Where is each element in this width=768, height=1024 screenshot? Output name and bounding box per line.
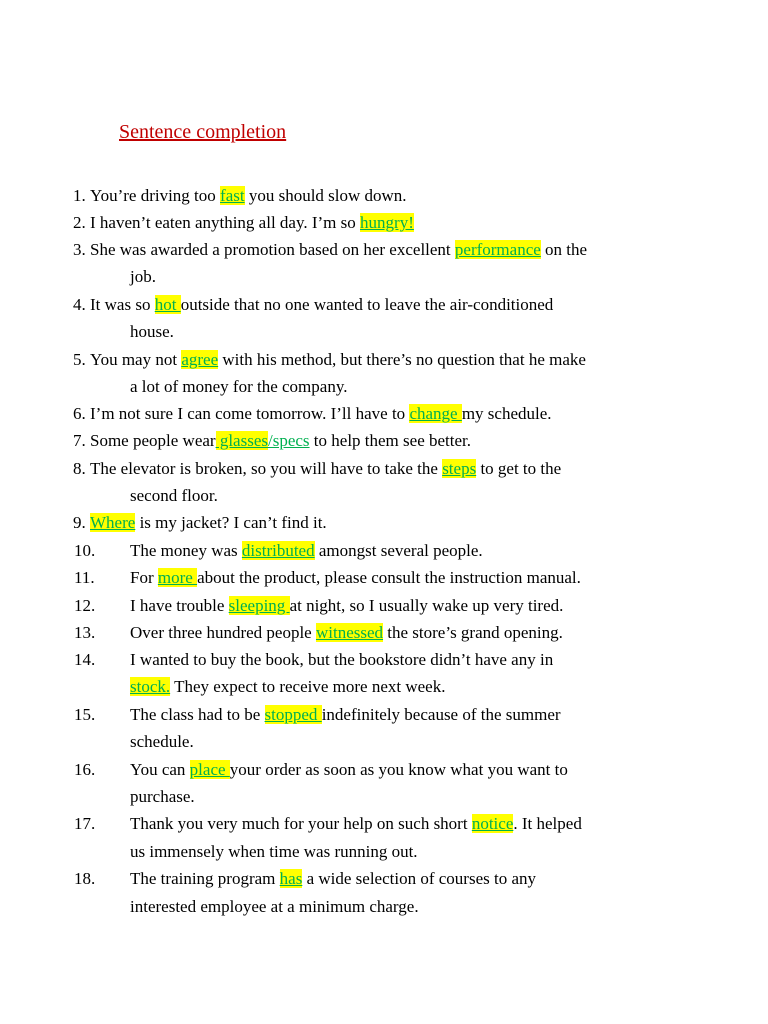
page-title: Sentence completion (119, 121, 287, 143)
item-number: 9. (73, 513, 86, 532)
item-text-line (130, 732, 194, 752)
item-text-line (90, 459, 561, 479)
item-text-line (130, 596, 563, 616)
item-text-line (90, 350, 586, 370)
item-number: 6. (73, 404, 86, 423)
item-text-line (130, 377, 347, 397)
item-text-line (130, 787, 195, 807)
item-text-line (130, 541, 483, 561)
sentence-text: with his method, but there’s no question that he make (218, 350, 586, 369)
item-text-line (130, 897, 419, 917)
item-number: 11. (74, 568, 95, 587)
item-number: 1. (73, 186, 86, 205)
item-number: 15. (74, 705, 96, 724)
item-text-line (130, 842, 418, 862)
item-text-line (90, 404, 552, 424)
answer-highlight: witnessed (315, 623, 384, 642)
item-number: 18. (74, 869, 96, 888)
item-text-line (130, 650, 553, 670)
sentence-text: indefinitely because of the summer (321, 705, 561, 724)
sentence-text: You’re driving too (90, 186, 221, 205)
sentence-text: The elevator is broken, so you will have to take the (90, 459, 443, 478)
sentence-text: to help them see better. (309, 431, 471, 450)
sentence-text: you should slow down. (244, 186, 407, 205)
sentence-text: I haven’t eaten anything all day. I’m so (90, 213, 361, 232)
item-number: 10. (74, 541, 96, 560)
answer-highlight: has (279, 869, 303, 888)
sentence-text: my schedule. (461, 404, 552, 423)
answer-highlight: agree (181, 350, 219, 369)
sentence-text: outside that no one wanted to leave the air-conditioned (180, 295, 554, 314)
item-number: 16. (74, 760, 96, 779)
answer-highlight: sleeping (228, 596, 290, 615)
item-number: 2. (73, 213, 86, 232)
answer-highlight: Where (90, 513, 136, 532)
sentence-text: a lot of money for the company. (130, 377, 348, 396)
sentence-text: The money was (130, 541, 242, 560)
item-text-line (90, 240, 587, 260)
answer-highlight: hungry! (360, 213, 414, 232)
answer-highlight: stopped (264, 705, 322, 724)
sentence-text: is my jacket? I can’t find it. (135, 513, 327, 532)
sentence-text: I wanted to buy the book, but the bookstore didn’t have any in (130, 650, 554, 669)
item-text-line (130, 705, 561, 725)
sentence-text: It was so (90, 295, 155, 314)
answer-highlight: more (157, 568, 198, 587)
sentence-text: . It helped (513, 814, 582, 833)
sentence-text: For (130, 568, 158, 587)
item-text-line (130, 760, 568, 780)
answer-highlight: stock. (130, 677, 171, 696)
item-text-line (130, 568, 581, 588)
sentence-text: at night, so I usually wake up very tired. (289, 596, 564, 615)
sentence-text: The class had to be (130, 705, 265, 724)
sentence-text: house. (130, 322, 174, 341)
sentence-text: a wide selection of courses to any (302, 869, 537, 888)
sentence-text: second floor. (130, 486, 218, 505)
answer-highlight: fast (220, 186, 245, 205)
answer-highlight: change (409, 404, 462, 423)
sentence-text: us immensely when time was running out. (130, 842, 418, 861)
item-number: 5. (73, 350, 86, 369)
item-number: 17. (74, 814, 96, 833)
item-number: 12. (74, 596, 96, 615)
item-text-line (130, 814, 582, 834)
item-text-line (130, 623, 563, 643)
sentence-text: They expect to receive more next week. (170, 677, 446, 696)
item-text-line (90, 431, 471, 451)
item-number: 13. (74, 623, 96, 642)
sentence-text: your order as soon as you know what you want to (229, 760, 568, 779)
sentence-text: interested employee at a minimum charge. (130, 897, 419, 916)
answer-highlight: performance (454, 240, 541, 259)
sentence-text: Thank you very much for your help on such short (130, 814, 472, 833)
sentence-text: I have trouble (130, 596, 229, 615)
item-number: 4. (73, 295, 86, 314)
sentence-text: The training program (130, 869, 280, 888)
item-text-line (130, 322, 174, 342)
sentence-text: Over three hundred people (130, 623, 316, 642)
sentence-text: job. (130, 267, 156, 286)
item-text-line (130, 869, 536, 889)
sentence-text: schedule. (130, 732, 194, 751)
item-text-line (90, 213, 414, 233)
item-number: 7. (73, 431, 86, 450)
sentence-text: the store’s grand opening. (383, 623, 563, 642)
item-number: 3. (73, 240, 86, 259)
sentence-text: on the (540, 240, 588, 259)
sentence-text: to get to the (476, 459, 562, 478)
item-text-line (130, 677, 445, 697)
sentence-text: about the product, please consult the instruction manual. (197, 568, 581, 587)
item-number: 14. (74, 650, 96, 669)
answer-highlight: glasses (215, 431, 268, 450)
sentence-text: You can (130, 760, 190, 779)
answer-highlight: distributed (241, 541, 315, 560)
item-text-line (90, 513, 327, 533)
item-text-line (90, 186, 407, 206)
item-text-line (90, 295, 553, 315)
answer-highlight: notice (471, 814, 514, 833)
sentence-text: amongst several people. (314, 541, 483, 560)
item-number: 8. (73, 459, 86, 478)
sentence-text: I’m not sure I can come tomorrow. I’ll have to (90, 404, 410, 423)
item-text-line (130, 486, 218, 506)
answer-highlight: place (189, 760, 230, 779)
item-text-line (130, 267, 156, 287)
sentence-text: You may not (90, 350, 182, 369)
sentence-text: She was awarded a promotion based on her excellent (90, 240, 455, 259)
answer-alternative: /specs (268, 431, 310, 450)
sentence-text: Some people wear (90, 431, 216, 450)
answer-highlight: steps (442, 459, 477, 478)
answer-highlight: hot (154, 295, 181, 314)
sentence-text: purchase. (130, 787, 195, 806)
